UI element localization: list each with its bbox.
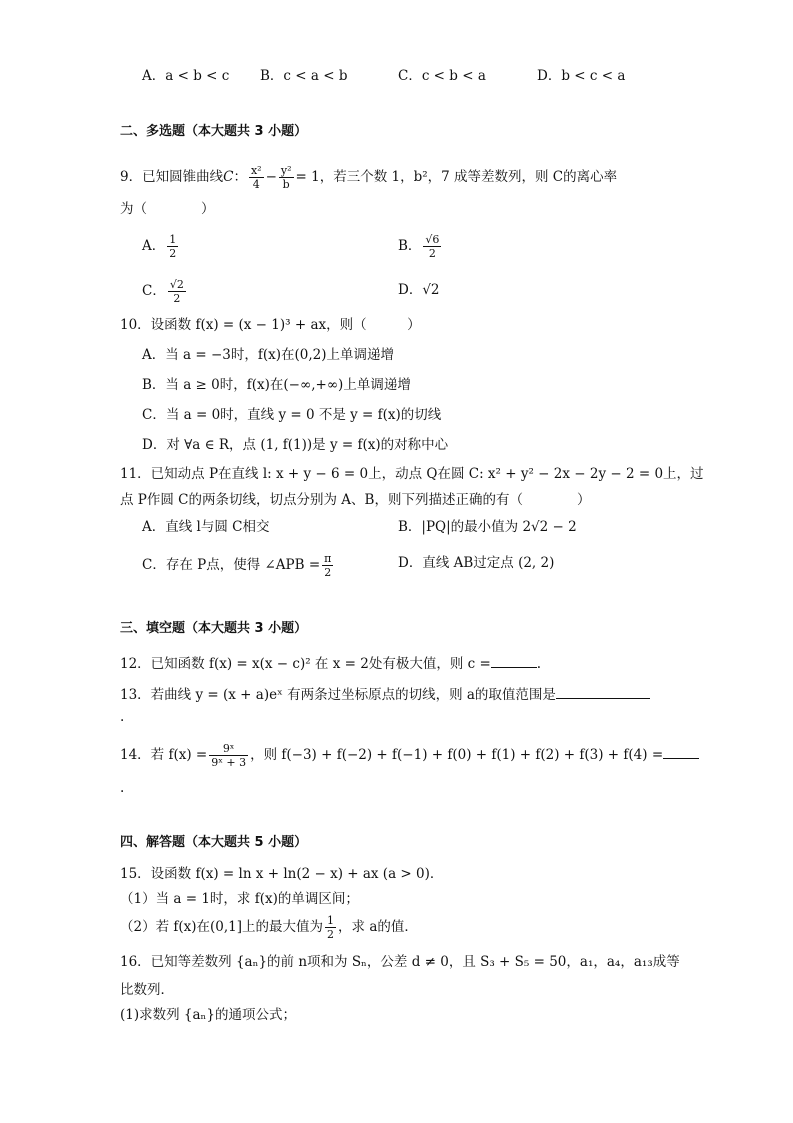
q8-option-d: D．b < c < a <box>537 68 626 84</box>
q11-stem-line1: 11．已知动点 P在直线 l: x + y − 6 = 0上，动点 Q在圆 C: x² + y² − 2x − 2y − 2 = 0上，过 <box>120 466 704 482</box>
q10-option-d: D．对 ∀a ∈ R，点 (1, f(1))是 y = f(x)的对称中心 <box>142 437 449 453</box>
q9-stem-line2: 为（ ） <box>120 201 215 217</box>
q13-answer-blank[interactable] <box>556 684 650 699</box>
q14-frac: $\frac{\text{9ˣ}}{\text{9ˣ + 3}}$ <box>211 742 247 769</box>
q16-stem-line2: 比数列． <box>120 982 174 998</box>
q14-answer-blank[interactable] <box>663 744 699 759</box>
q9-frac-y: $\frac{\text{y²}}{b}$ <box>280 164 292 191</box>
q9-option-b: B． $\frac{√6}{2}$ <box>398 233 440 260</box>
q14-stem: 14．若 f(x) = $\frac{\text{9ˣ}}{\text{9ˣ + 3}}$ ，则 f(−3) + f(−2) + f(−1) + f(0) + f(1) + f(2) + f(3) + f(4) = <box>120 742 699 769</box>
q10-option-a: A．当 a = −3时，f(x)在(0,2)上单调递增 <box>142 347 395 363</box>
q11-option-c: C．存在 P点，使得 ∠APB = $\frac{\pi}{2}$ <box>142 552 332 579</box>
section-heading-fill: 三、填空题（本大题共 3 小题） <box>120 621 308 636</box>
q10-option-c: C．当 a = 0时，直线 y = 0 不是 y = f(x)的切线 <box>142 407 442 423</box>
q11-option-b: B．|PQ|的最小值为 2√2 − 2 <box>398 519 577 535</box>
q9-curve-name: C <box>223 169 234 185</box>
section-heading-answer: 四、解答题（本大题共 5 小题） <box>120 835 308 850</box>
q9-frac-x: $\frac{\text{x²}}{4}$ <box>250 164 262 191</box>
section-heading-multi: 二、多选题（本大题共 3 小题） <box>120 124 308 139</box>
q13-stem: 13．若曲线 y = (x + a)eˣ 有两条过坐标原点的切线，则 a的取值范围是 <box>120 684 650 705</box>
q9-option-a: A． $\frac{1}{2}$ <box>142 233 177 260</box>
q11-option-a: A．直线 l与圆 C相交 <box>142 519 270 535</box>
q15-stem: 15．设函数 f(x) = ln x + ln(2 − x) + ax (a > 0)． <box>120 866 444 882</box>
q9-stem: 9．已知圆锥曲线C： $\frac{\text{x²}}{4}$ − $\frac{\text{y²}}{b}$ = 1，若三个数 1，b²，7 成等差数列，则 C的离心率 <box>120 164 618 191</box>
q8-option-a: A．a < b < c <box>142 68 230 84</box>
q12-answer-blank[interactable] <box>491 653 537 668</box>
q9-option-c: C． $\frac{√2}{2}$ <box>142 278 184 305</box>
q9-option-d: D．√2 <box>398 282 440 298</box>
q9-stem-pre: 9．已知圆锥曲线 <box>120 169 224 185</box>
q15-part2: （2）若 f(x)在(0,1]上的最大值为 $\frac{1}{2}$ ，求 a的值． <box>120 914 418 941</box>
q12-stem: 12．已知函数 f(x) = x(x − c)² 在 x = 2处有极大值，则 c = . <box>120 653 541 674</box>
q10-option-b: B．当 a ≥ 0时，f(x)在(−∞,+∞)上单调递增 <box>142 377 411 393</box>
q14-end: . <box>120 780 125 796</box>
q11-stem-line2: 点 P作圆 C的两条切线，切点分别为 A、B，则下列描述正确的有（ ） <box>120 492 591 508</box>
q15-part1: （1）当 a = 1时，求 f(x)的单调区间； <box>120 891 359 907</box>
q16-part1: (1)求数列 {aₙ}的通项公式； <box>120 1007 296 1023</box>
q10-stem: 10．设函数 f(x) = (x − 1)³ + ax，则（ ） <box>120 317 421 333</box>
q11-option-d: D．直线 AB过定点 (2, 2) <box>398 555 555 571</box>
q16-stem-line1: 16．已知等差数列 {aₙ}的前 n项和为 Sₙ，公差 d ≠ 0，且 S₃ + S₅ = 50，a₁，a₄，a₁₃成等 <box>120 954 680 970</box>
q9-stem-post: ，若三个数 1，b²，7 成等差数列，则 C的离心率 <box>319 169 618 185</box>
q13-end: . <box>120 709 125 725</box>
q8-option-c: C．c < b < a <box>398 68 486 84</box>
q8-option-b: B．c < a < b <box>260 68 348 84</box>
